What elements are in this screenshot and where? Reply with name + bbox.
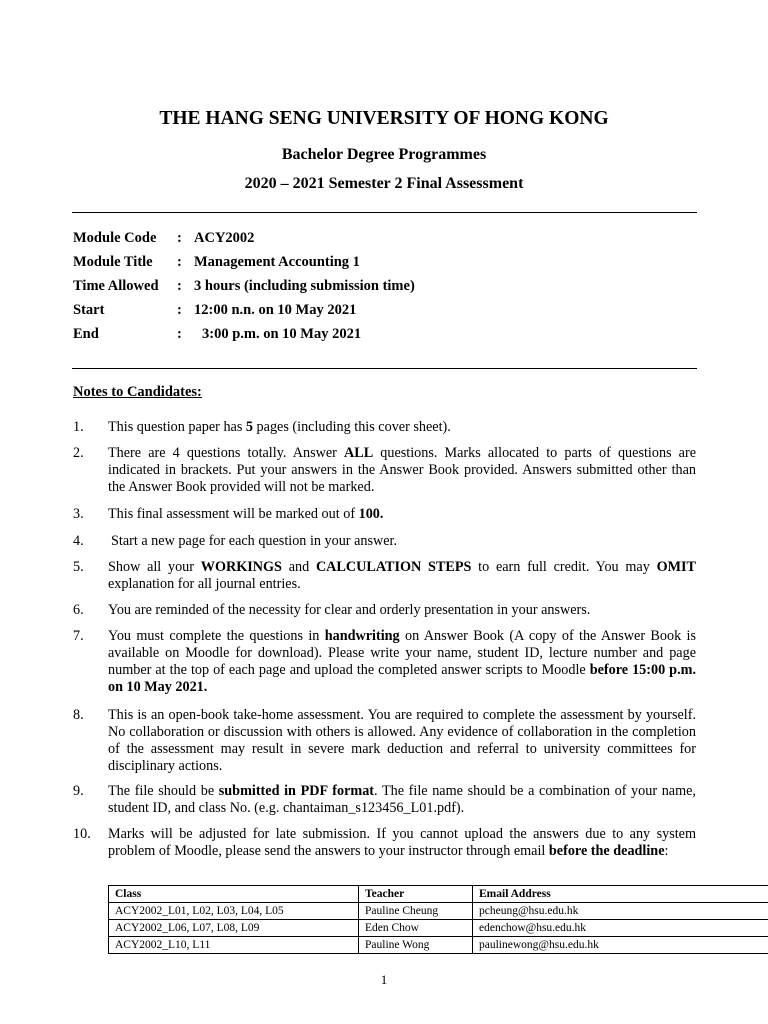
semester-subtitle: 2020 – 2021 Semester 2 Final Assessment <box>244 175 524 192</box>
bottom-divider <box>72 368 697 369</box>
info-label: Start <box>73 302 105 318</box>
class-cell: ACY2002_L10, L11 <box>109 937 359 954</box>
note-emphasis: CALCULATION STEPS <box>315 559 472 575</box>
table-header-cell: Class <box>109 886 359 903</box>
note-text <box>108 419 696 436</box>
note-run: This is an open-book take-home assessment. You are required to complete the assessment by yourself. No collaboration or discussion with others is allowed. Any evidence of collaboration in the completion of the assessment may result in severe mark deduction and referral to university committees for disciplinary actions. <box>108 707 696 774</box>
instructor-contact-table <box>108 885 768 954</box>
note-number: 3. <box>73 506 84 522</box>
note-text <box>108 445 696 496</box>
note-number: 9. <box>73 783 84 799</box>
note-run: : <box>664 843 669 859</box>
note-emphasis: handwriting <box>324 628 400 644</box>
note-emphasis: before 15:00 p.m. on 10 May 2021. <box>108 662 696 695</box>
table-header-row <box>109 886 768 903</box>
email-cell: pcheung@hsu.edu.hk <box>473 903 768 920</box>
note-run: Start a new page for each question in your answer. <box>111 533 398 549</box>
table-row <box>109 937 768 954</box>
note-run: This final assessment will be marked out of <box>108 506 359 522</box>
note-run: and <box>281 559 316 575</box>
teacher-cell: Pauline Wong <box>359 937 473 954</box>
info-label: Module Code <box>73 230 157 246</box>
info-label: End <box>73 326 99 342</box>
note-run: Marks will be adjusted for late submission. If you cannot upload the answers due to any system problem of Moodle, please send the answers to your instructor through email <box>108 826 696 859</box>
note-number: 7. <box>73 628 84 644</box>
note-run: on Answer Book (A copy of the Answer Book is available on Moodle for download). Please write your name, student ID, lecture number and page number at the top of each page and upload the completed answer scripts to Moodle <box>108 628 696 678</box>
info-label: Time Allowed <box>73 278 159 294</box>
note-run: This question paper has <box>108 419 246 435</box>
note-run: . The file name should be a combination of your name, student ID, and class No. (e.g. chantaiman_s123456_L01.pdf). <box>108 783 696 816</box>
page-number: 1 <box>380 972 388 987</box>
note-number: 4. <box>73 533 84 549</box>
teacher-cell: Pauline Cheung <box>359 903 473 920</box>
teacher-cell: Eden Chow <box>359 920 473 937</box>
notes-heading: Notes to Candidates: <box>73 384 202 400</box>
note-number: 5. <box>73 559 84 575</box>
table-header-cell: Email Address <box>473 886 768 903</box>
note-text <box>108 707 696 775</box>
note-run: questions. Marks allocated to parts of questions are indicated in brackets. Put your answers in the Answer Book provided. Answers submitted other than the Answer Book provided will not be marked. <box>108 445 696 495</box>
note-number: 10. <box>73 826 91 842</box>
table-header-cell: Teacher <box>359 886 473 903</box>
info-value: 3:00 p.m. on 10 May 2021 <box>202 326 362 342</box>
note-text <box>108 602 696 619</box>
note-run: explanation for all journal entries. <box>108 576 301 592</box>
note-run: There are 4 questions totally. Answer <box>108 445 344 461</box>
note-emphasis: OMIT <box>656 559 696 575</box>
note-run: The file should be <box>108 783 219 799</box>
note-number: 8. <box>73 707 84 723</box>
note-number: 1. <box>73 419 84 435</box>
table-row <box>109 920 768 937</box>
note-emphasis: submitted in PDF format <box>218 783 375 799</box>
note-run: You are reminded of the necessity for clear and orderly presentation in your answers. <box>108 602 591 618</box>
info-value: Management Accounting 1 <box>194 254 360 270</box>
note-run: to earn full credit. You may <box>471 559 657 575</box>
note-emphasis: before the deadline <box>548 843 665 859</box>
note-run: You must complete the questions in <box>108 628 325 644</box>
info-label: Module Title <box>73 254 153 270</box>
note-number: 6. <box>73 602 84 618</box>
info-value: 3 hours (including submission time) <box>194 278 415 294</box>
info-colon: : <box>177 254 182 270</box>
note-emphasis: WORKINGS <box>200 559 282 575</box>
class-cell: ACY2002_L06, L07, L08, L09 <box>109 920 359 937</box>
info-colon: : <box>177 302 182 318</box>
university-title: THE HANG SENG UNIVERSITY OF HONG KONG <box>159 108 609 129</box>
note-emphasis: ALL <box>343 445 374 461</box>
class-cell: ACY2002_L01, L02, L03, L04, L05 <box>109 903 359 920</box>
programme-subtitle: Bachelor Degree Programmes <box>281 146 487 163</box>
note-run: pages (including this cover sheet). <box>253 419 451 435</box>
info-colon: : <box>177 230 182 246</box>
table-row <box>109 903 768 920</box>
info-colon: : <box>177 326 182 342</box>
note-emphasis: 5 <box>245 419 253 435</box>
info-value: ACY2002 <box>194 230 255 246</box>
note-text <box>111 533 699 550</box>
note-run: Show all your <box>108 559 201 575</box>
note-text <box>108 506 696 523</box>
email-cell: edenchow@hsu.edu.hk <box>473 920 768 937</box>
top-divider <box>72 212 697 213</box>
info-value: 12:00 n.n. on 10 May 2021 <box>194 302 357 318</box>
note-text <box>108 628 696 696</box>
info-colon: : <box>177 278 182 294</box>
note-text <box>108 826 696 860</box>
note-emphasis: 100. <box>358 506 384 522</box>
note-number: 2. <box>73 445 84 461</box>
note-text <box>108 783 696 817</box>
note-text <box>108 559 696 593</box>
email-cell: paulinewong@hsu.edu.hk <box>473 937 768 954</box>
